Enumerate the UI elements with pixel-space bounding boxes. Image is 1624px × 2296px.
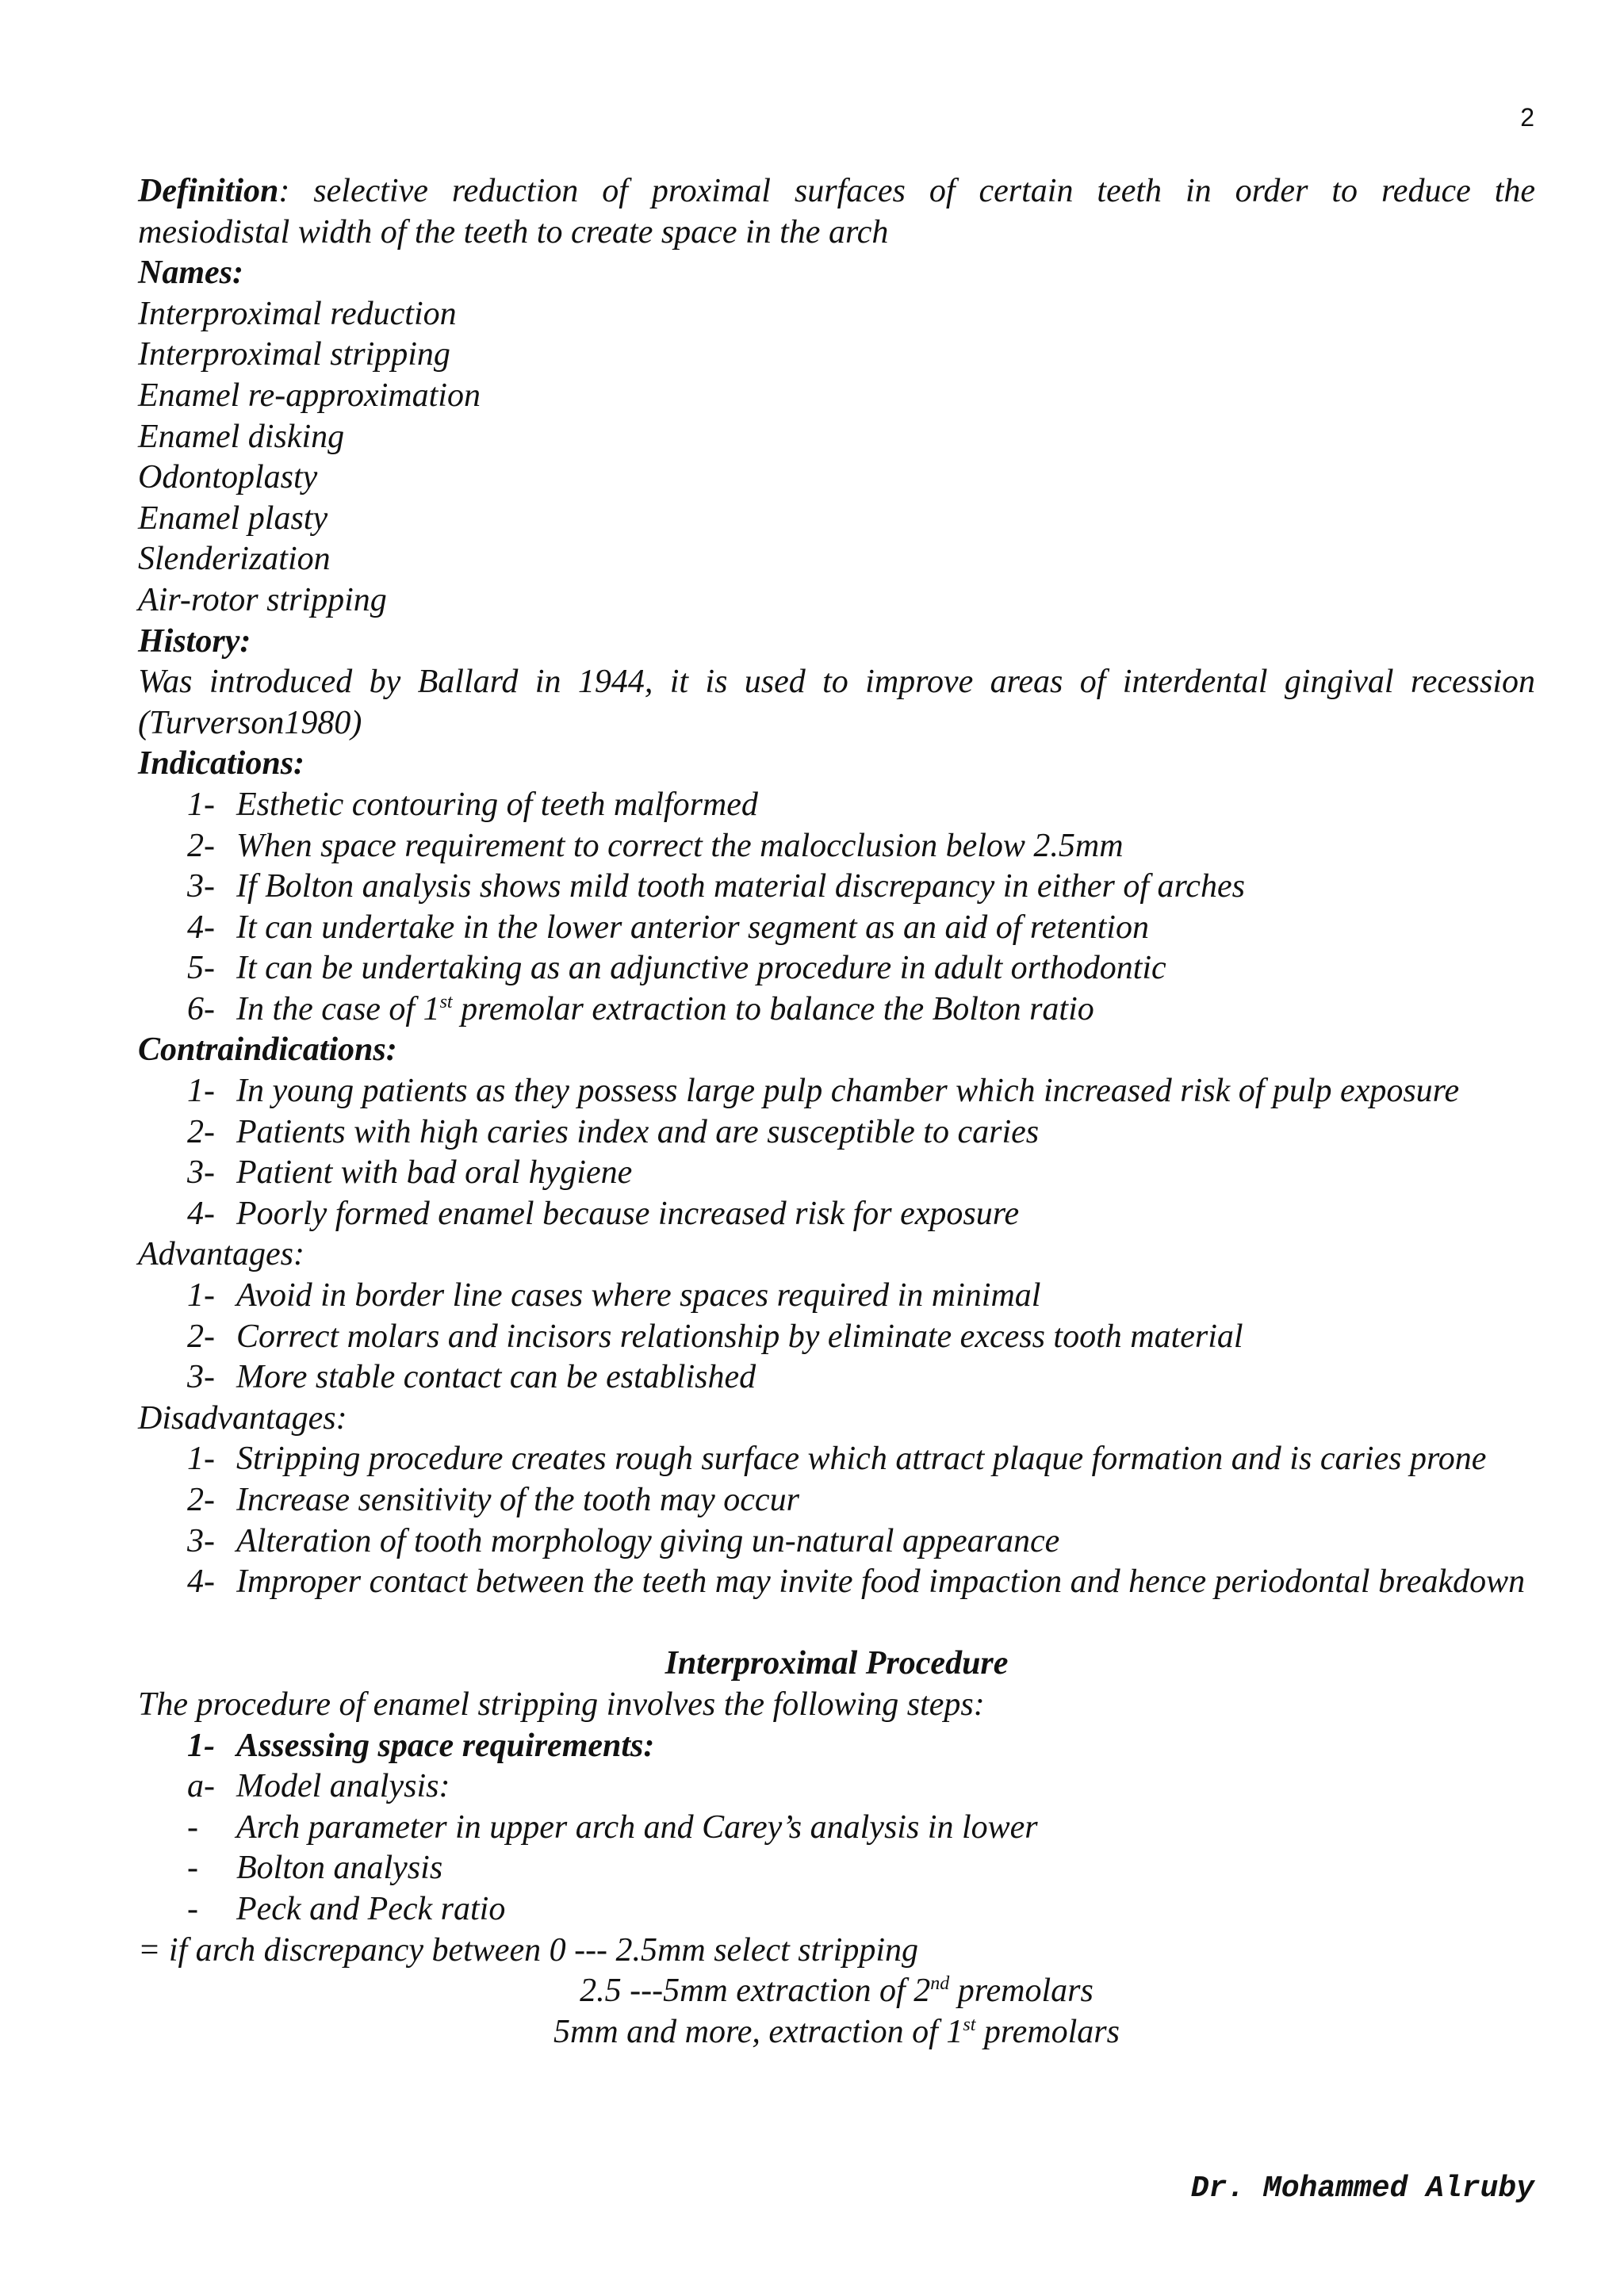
list-marker: 2-: [187, 827, 215, 864]
list-item-text-after: premolar extraction to balance the Bolton ratio: [452, 990, 1094, 1027]
history-heading: History:: [138, 622, 251, 660]
list-item-text: Model analysis:: [236, 1768, 450, 1805]
document-body: [138, 171, 1535, 2053]
list-item: [138, 1276, 1535, 1317]
list-item: [138, 989, 1535, 1031]
list-item: [138, 785, 1535, 826]
list-item: [138, 1153, 1535, 1194]
list-item: [138, 1562, 1535, 1603]
list-item: [138, 1521, 1535, 1563]
spacer: [138, 1603, 1535, 1644]
list-marker: 1-: [187, 786, 215, 823]
list-marker: 5-: [187, 950, 215, 987]
list-item-text: In young patients as they possess large pulp chamber which increased risk of pulp exposure: [236, 1073, 1460, 1110]
list-item-text: Poorly formed enamel because increased risk for exposure: [236, 1195, 1020, 1232]
procedure-steps: [138, 1726, 1535, 1931]
list-marker: 3-: [187, 1522, 215, 1559]
list-item-text: Peck and Peck ratio: [236, 1890, 506, 1927]
procedure-rule: = if arch discrepancy between 0 --- 2.5mm select stripping: [138, 1931, 919, 1969]
history-line-2: (Turverson1980): [138, 704, 362, 741]
range-text-before: 5mm and more, extraction of 1: [553, 2013, 963, 2050]
list-item-text: Correct molars and incisors relationship by eliminate excess tooth material: [236, 1318, 1243, 1355]
list-item-text: If Bolton analysis shows mild tooth material discrepancy in either of arches: [236, 868, 1245, 905]
list-item: [138, 1357, 1535, 1399]
procedure-range-2: [138, 1971, 1535, 2012]
names-item: Air-rotor stripping: [138, 581, 387, 618]
list-item: [138, 1194, 1535, 1235]
names-item: Interproximal reduction: [138, 295, 457, 332]
list-marker: -: [187, 1850, 198, 1887]
list-item-text: It can be undertaking as an adjunctive procedure in adult orthodontic: [236, 950, 1166, 987]
list-item: [138, 1439, 1535, 1480]
names-item: Enamel re-approximation: [138, 377, 481, 414]
superscript: st: [439, 991, 453, 1012]
disadvantages-list: [138, 1439, 1535, 1602]
list-item: [138, 1317, 1535, 1358]
list-item: [138, 1889, 1535, 1931]
list-item-text: Esthetic contouring of teeth malformed: [236, 786, 758, 823]
list-item: [138, 1071, 1535, 1112]
contraindications-list: [138, 1071, 1535, 1234]
list-marker: 4-: [187, 1195, 215, 1232]
history-line-1: Was introduced by Ballard in 1944, it is used to improve areas of interdental gingival recession: [138, 664, 1535, 701]
list-item-text: Patient with bad oral hygiene: [236, 1154, 633, 1192]
indications-heading: Indications:: [138, 745, 305, 783]
procedure-range-3: [138, 2012, 1535, 2053]
list-marker: a-: [187, 1768, 215, 1805]
superscript: nd: [930, 1973, 950, 1995]
list-item-text: When space requirement to correct the malocclusion below 2.5mm: [236, 827, 1124, 864]
definition-text-1: : selective reduction of proximal surfaces of certain teeth in order to reduce the: [278, 173, 1535, 209]
list-item-text: Increase sensitivity of the tooth may occur: [236, 1482, 799, 1518]
list-marker: -: [187, 1890, 198, 1927]
list-item-text: More stable contact can be established: [236, 1359, 756, 1396]
list-marker: 1-: [187, 1277, 215, 1314]
list-item: [138, 826, 1535, 867]
list-marker: 2-: [187, 1318, 215, 1355]
list-marker: 2-: [187, 1113, 215, 1150]
procedure-intro: The procedure of enamel stripping involves the following steps:: [138, 1686, 985, 1723]
definition-label: Definition: [138, 173, 279, 209]
list-item-text-before: In the case of 1: [236, 990, 440, 1027]
range-text-after: premolars: [949, 1973, 1094, 2010]
advantages-heading: Advantages:: [138, 1236, 304, 1273]
list-marker: 1-: [187, 1727, 215, 1764]
procedure-title: Interproximal Procedure: [665, 1645, 1009, 1682]
names-item: Enamel plasty: [138, 499, 328, 537]
list-item: [138, 1726, 1535, 1767]
names-item: Slenderization: [138, 541, 331, 578]
list-marker: 3-: [187, 1359, 215, 1396]
list-marker: 1-: [187, 1441, 215, 1478]
list-item-text: Assessing space requirements:: [236, 1727, 655, 1764]
contraindications-heading: Contraindications:: [138, 1031, 397, 1069]
list-item-text: Bolton analysis: [236, 1850, 443, 1887]
list-marker: 4-: [187, 1563, 215, 1601]
disadvantages-heading: Disadvantages:: [138, 1399, 347, 1437]
list-marker: 4-: [187, 909, 215, 946]
list-item-text: Improper contact between the teeth may invite food impaction and hence periodontal breakdown: [236, 1563, 1526, 1601]
list-item: [138, 867, 1535, 908]
list-item: [138, 948, 1535, 989]
list-marker: 3-: [187, 868, 215, 905]
range-text-before: 2.5 ---5mm extraction of 2: [580, 1973, 931, 2010]
definition-line-2: mesiodistal width of the teeth to create space in the arch: [138, 213, 889, 251]
list-marker: 2-: [187, 1482, 215, 1518]
names-item: Enamel disking: [138, 418, 345, 455]
list-item-text: Stripping procedure creates rough surface which attract plaque formation and is caries prone: [236, 1441, 1487, 1478]
list-item: [138, 908, 1535, 949]
names-item: Odontoplasty: [138, 459, 318, 496]
list-item: [138, 1808, 1535, 1849]
author-signature: Dr. Mohammed Alruby: [1190, 2172, 1534, 2206]
definition-line-1: [138, 171, 1535, 212]
list-marker: 3-: [187, 1154, 215, 1192]
list-item-text: Alteration of tooth morphology giving un-natural appearance: [236, 1522, 1060, 1559]
list-item-text: Arch parameter in upper arch and Carey’s analysis in lower: [236, 1808, 1038, 1846]
names-heading: Names:: [138, 254, 243, 292]
indications-list: [138, 785, 1535, 1031]
superscript: st: [963, 2014, 976, 2035]
list-item-text: Patients with high caries index and are susceptible to caries: [236, 1113, 1040, 1150]
list-item: [138, 1766, 1535, 1808]
range-text-after: premolars: [975, 2013, 1120, 2050]
list-item: [138, 1112, 1535, 1154]
names-list: [138, 294, 1535, 622]
list-item: [138, 1848, 1535, 1889]
advantages-list: [138, 1276, 1535, 1399]
list-marker: 6-: [187, 990, 215, 1027]
page-number: 2: [1520, 103, 1534, 132]
list-marker: -: [187, 1808, 198, 1846]
list-item-text: Avoid in border line cases where spaces required in minimal: [236, 1277, 1041, 1314]
list-marker: 1-: [187, 1073, 215, 1110]
list-item: [138, 1480, 1535, 1521]
list-item-text: It can undertake in the lower anterior segment as an aid of retention: [236, 909, 1149, 946]
names-item: Interproximal stripping: [138, 336, 450, 373]
